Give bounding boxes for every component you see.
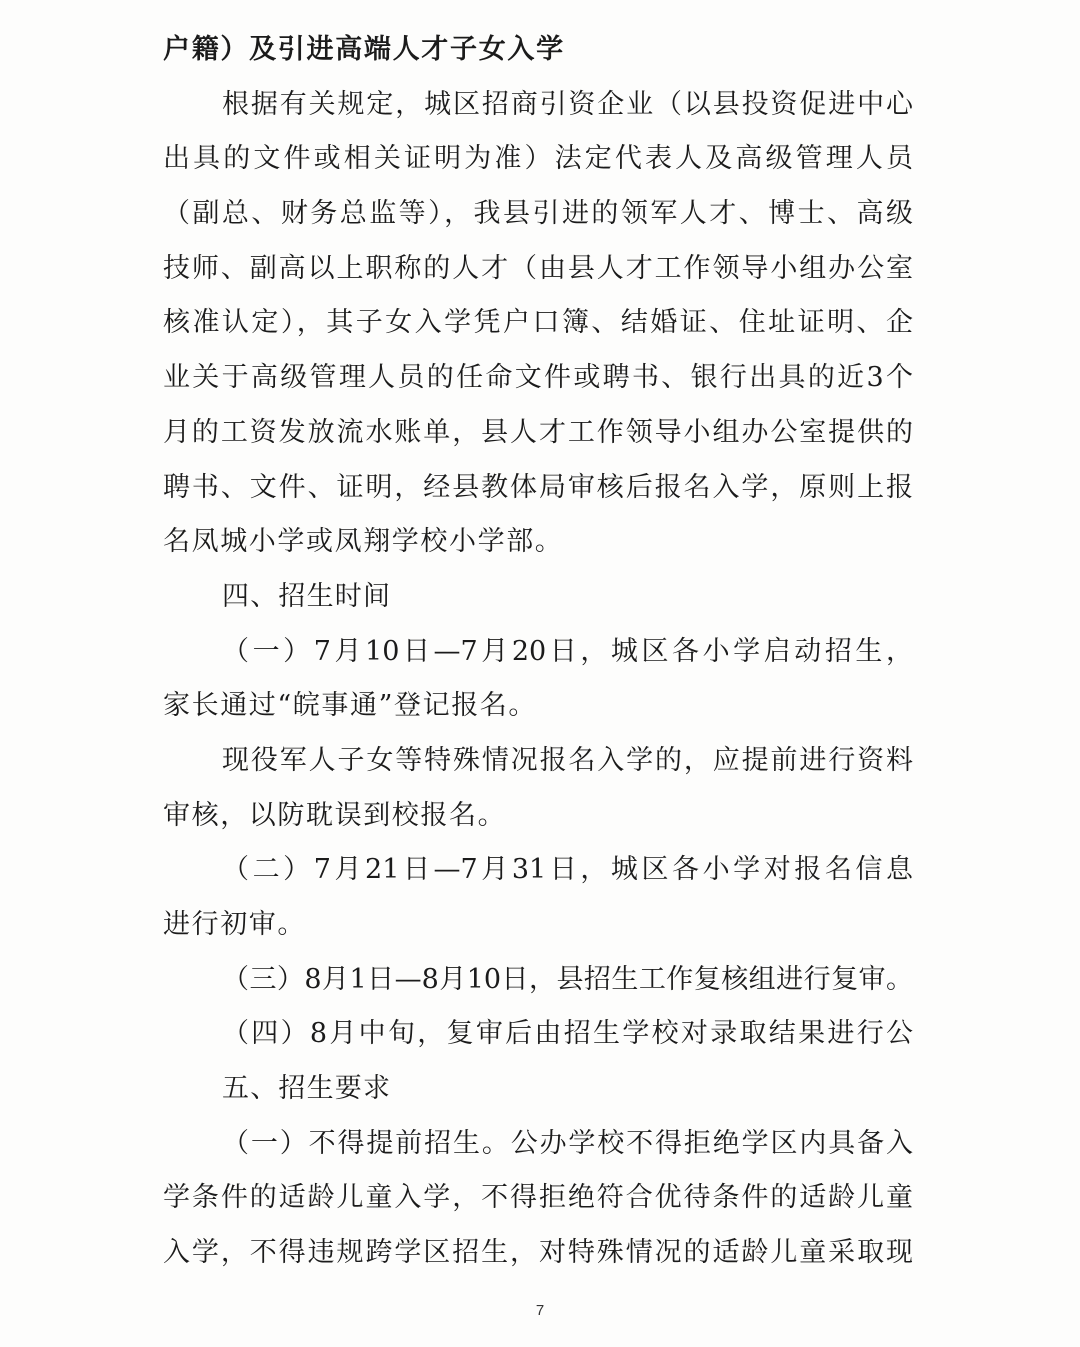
text-line: 学条件的适龄儿童入学，不得拒绝符合优待条件的适龄儿童: [163, 1182, 913, 1214]
paragraph-item3: （三）8月1日—8月10日，县招生工作复核组进行复审。: [222, 963, 913, 995]
section4-enrollment-time: [163, 570, 913, 1062]
section3-tail: [163, 23, 913, 570]
paragraph-enrollment-talent: [163, 78, 913, 570]
text-line: （副总、财务总监等），我县引进的领军人才、博士、高级: [163, 198, 913, 230]
text-line: （一）不得提前招生。公办学校不得拒绝学区内具备入: [222, 1127, 913, 1159]
document-body: [163, 23, 913, 1281]
paragraph-item1-note: [163, 734, 913, 843]
section-heading: 五、招生要求: [222, 1073, 392, 1105]
text-line: 出具的文件或相关证明为准）法定代表人及高级管理人员: [163, 143, 913, 175]
text-line: 名凤城小学或凤翔学校小学部。: [163, 526, 564, 558]
text-line: （二）7月21日—7月31日，城区各小学对报名信息: [222, 854, 913, 886]
paragraph-item2: [163, 843, 913, 952]
section5-enrollment-requirements: [163, 1062, 913, 1281]
paragraph-item4: （四）8月中旬，复审后由招生学校对录取结果进行公: [222, 1018, 913, 1050]
paragraph-item1: [163, 1117, 913, 1281]
text-line: 技师、副高以上职称的人才（由县人才工作领导小组办公室: [163, 252, 913, 284]
text-line: （一）7月10日—7月20日，城区各小学启动招生，: [222, 635, 913, 667]
text-line: 核准认定），其子女入学凭户口簿、结婚证、住址证明、企: [163, 307, 913, 339]
paragraph-item1: [163, 625, 913, 734]
text-line: 审核，以防耽误到校报名。: [163, 799, 507, 831]
text-line: 家长通过“皖事通”登记报名。: [163, 690, 538, 722]
text-line: 聘书、文件、证明，经县教体局审核后报名入学，原则上报: [163, 471, 913, 503]
text-line: 入学，不得违规跨学区招生，对特殊情况的适龄儿童采取现: [163, 1237, 913, 1269]
section-heading-continuation: 户籍）及引进高端人才子女入学: [163, 34, 565, 65]
text-line: 根据有关规定，城区招商引资企业（以县投资促进中心: [222, 88, 913, 120]
text-line: 进行初审。: [163, 909, 306, 940]
text-line: 业关于高级管理人员的任命文件或聘书、银行出具的近3个: [163, 362, 913, 394]
text-line: 月的工资发放流水账单，县人才工作领导小组办公室提供的: [163, 416, 913, 448]
page-number: 7: [535, 1302, 545, 1319]
section-heading: 四、招生时间: [222, 580, 392, 612]
text-line: 现役军人子女等特殊情况报名入学的，应提前进行资料: [222, 744, 913, 776]
